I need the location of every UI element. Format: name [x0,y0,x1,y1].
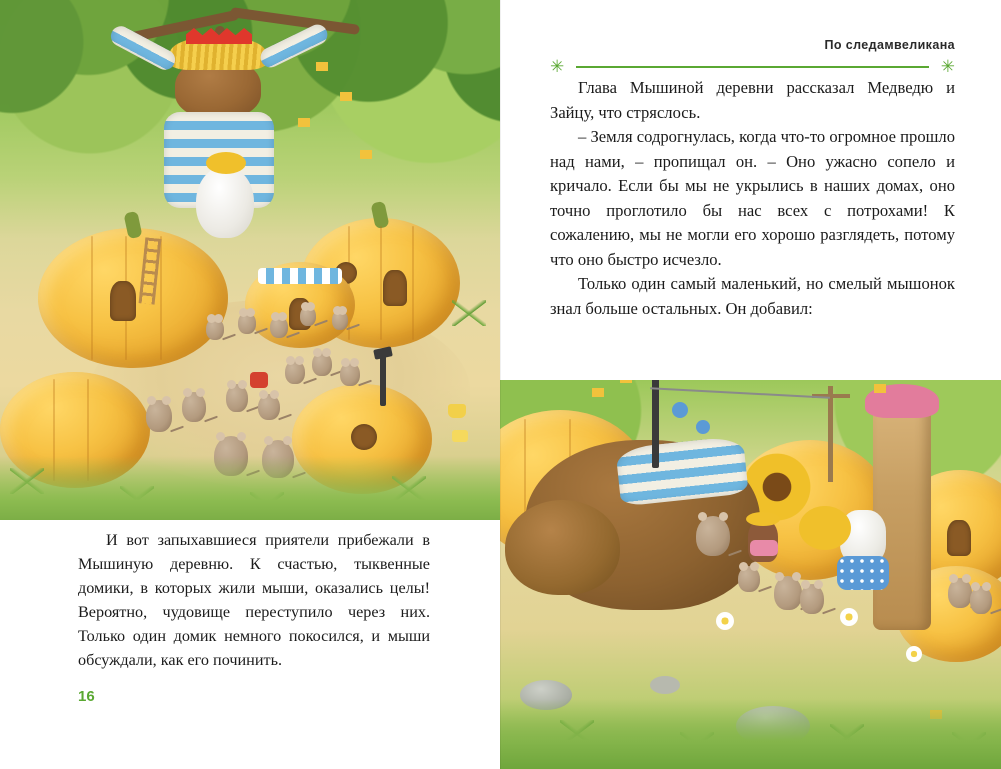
grass-tuft [680,732,714,758]
right-page-text [550,76,955,321]
daisy-flower [716,612,734,630]
mouse [312,352,332,376]
pumpkin-door [110,281,136,321]
mouse [258,394,280,420]
pumpkin-door [947,520,971,556]
grass-tuft [392,476,426,502]
paragraph: Глава Мышиной деревни рассказал Медведю и Зайцу, что стряслось. [550,78,955,122]
rabbit-polka-shorts [837,556,889,590]
rabbit-helmet-icon [206,152,246,174]
utility-pole [828,386,833,482]
grass-tuft [830,724,864,750]
header-ornament-rule [550,57,955,76]
mouse [270,316,288,338]
bee-icon [874,384,886,393]
mouse [800,584,824,614]
grass-tuft [120,486,154,512]
bear-head [505,500,620,595]
grass-tuft [250,492,284,518]
signpost-pole [652,380,659,468]
grass-tuft [452,300,486,326]
stone [736,706,810,746]
pumpkin-house-bottom-right [292,384,432,494]
mouse [332,310,348,330]
stone [520,680,572,710]
page-number: 16 [78,688,95,705]
daisy-flower [840,608,858,626]
cheese-icon [452,430,468,442]
mouse [738,566,760,592]
mouse [948,578,972,608]
grass-tuft [10,468,44,494]
mouse [226,384,248,412]
right-page [500,0,1001,769]
mouse [214,436,248,476]
mouse-village-illustration [0,0,500,520]
shop-awning [258,268,342,284]
paragraph: И вот запыхавшиеся приятели прибежали в Мышиную деревню. К счастью, тыквенные домики, в которых жили мыши, оказались целы! Вероятно, чудовище переступило через них. Только один домик немного покосился, и мыши обсуждали, как его починить. [78,531,430,669]
mole [696,516,730,556]
left-page [0,0,500,769]
bee-icon [298,118,310,127]
signpost [380,352,386,406]
mouse-girl-dress [750,540,778,556]
pumpkin-door [383,270,407,306]
mouse [238,312,256,334]
mouse-girl-hat [746,512,780,526]
mouse [262,440,294,478]
pumpkin-stem [123,211,142,239]
mouse [774,576,802,610]
mouse [300,306,316,326]
mouse [340,362,360,386]
left-page-text [78,528,430,672]
rule-line [576,66,929,68]
rabbit-ghost [196,166,254,238]
running-head: По следамвеликана [824,38,955,52]
cheese-icon [448,404,466,418]
golden-helmet-icon [799,506,851,550]
blue-flower [696,420,710,434]
pumpkin-house-large-left [38,228,228,368]
mouse [146,400,172,432]
daisy-flower [906,646,922,662]
star-ornament-icon: ✳ [550,57,565,76]
grass-tuft [560,720,594,746]
star-ornament-icon: ✳ [940,57,955,76]
bee-icon [620,380,632,383]
bee-icon [360,150,372,159]
stone [650,676,680,694]
bee-icon [930,710,942,719]
mouse [206,318,224,340]
grass-tuft [952,732,986,758]
power-line [650,387,830,398]
bee-icon [316,62,328,71]
mouse [285,360,305,384]
totem-pole [873,400,931,630]
bee-icon [340,92,352,101]
blue-flower [672,402,688,418]
mouse-red-shirt [250,372,268,388]
paragraph: Только один самый маленький, но смелый мышонок знал больше остальных. Он добавил: [550,274,955,318]
page-gutter [500,0,501,769]
mouse [182,392,206,422]
pumpkin-house-bottom-left [0,372,150,488]
pumpkin-window [351,424,377,450]
mouse [970,586,992,614]
paragraph: – Земля содрогнулась, когда что-то огромное прошло над нами, – пропищал он. – Оно ужасно сопело и кричало. Если бы мы не укрылись в наших домах, оно точно проглотило бы нас всех с потрохами! К сожалению, мы не могли его хорошо разглядеть, потому что оно быстро исчезло. [550,127,955,269]
bear-totem-illustration [500,380,1001,769]
butterfly-icon [592,388,604,397]
